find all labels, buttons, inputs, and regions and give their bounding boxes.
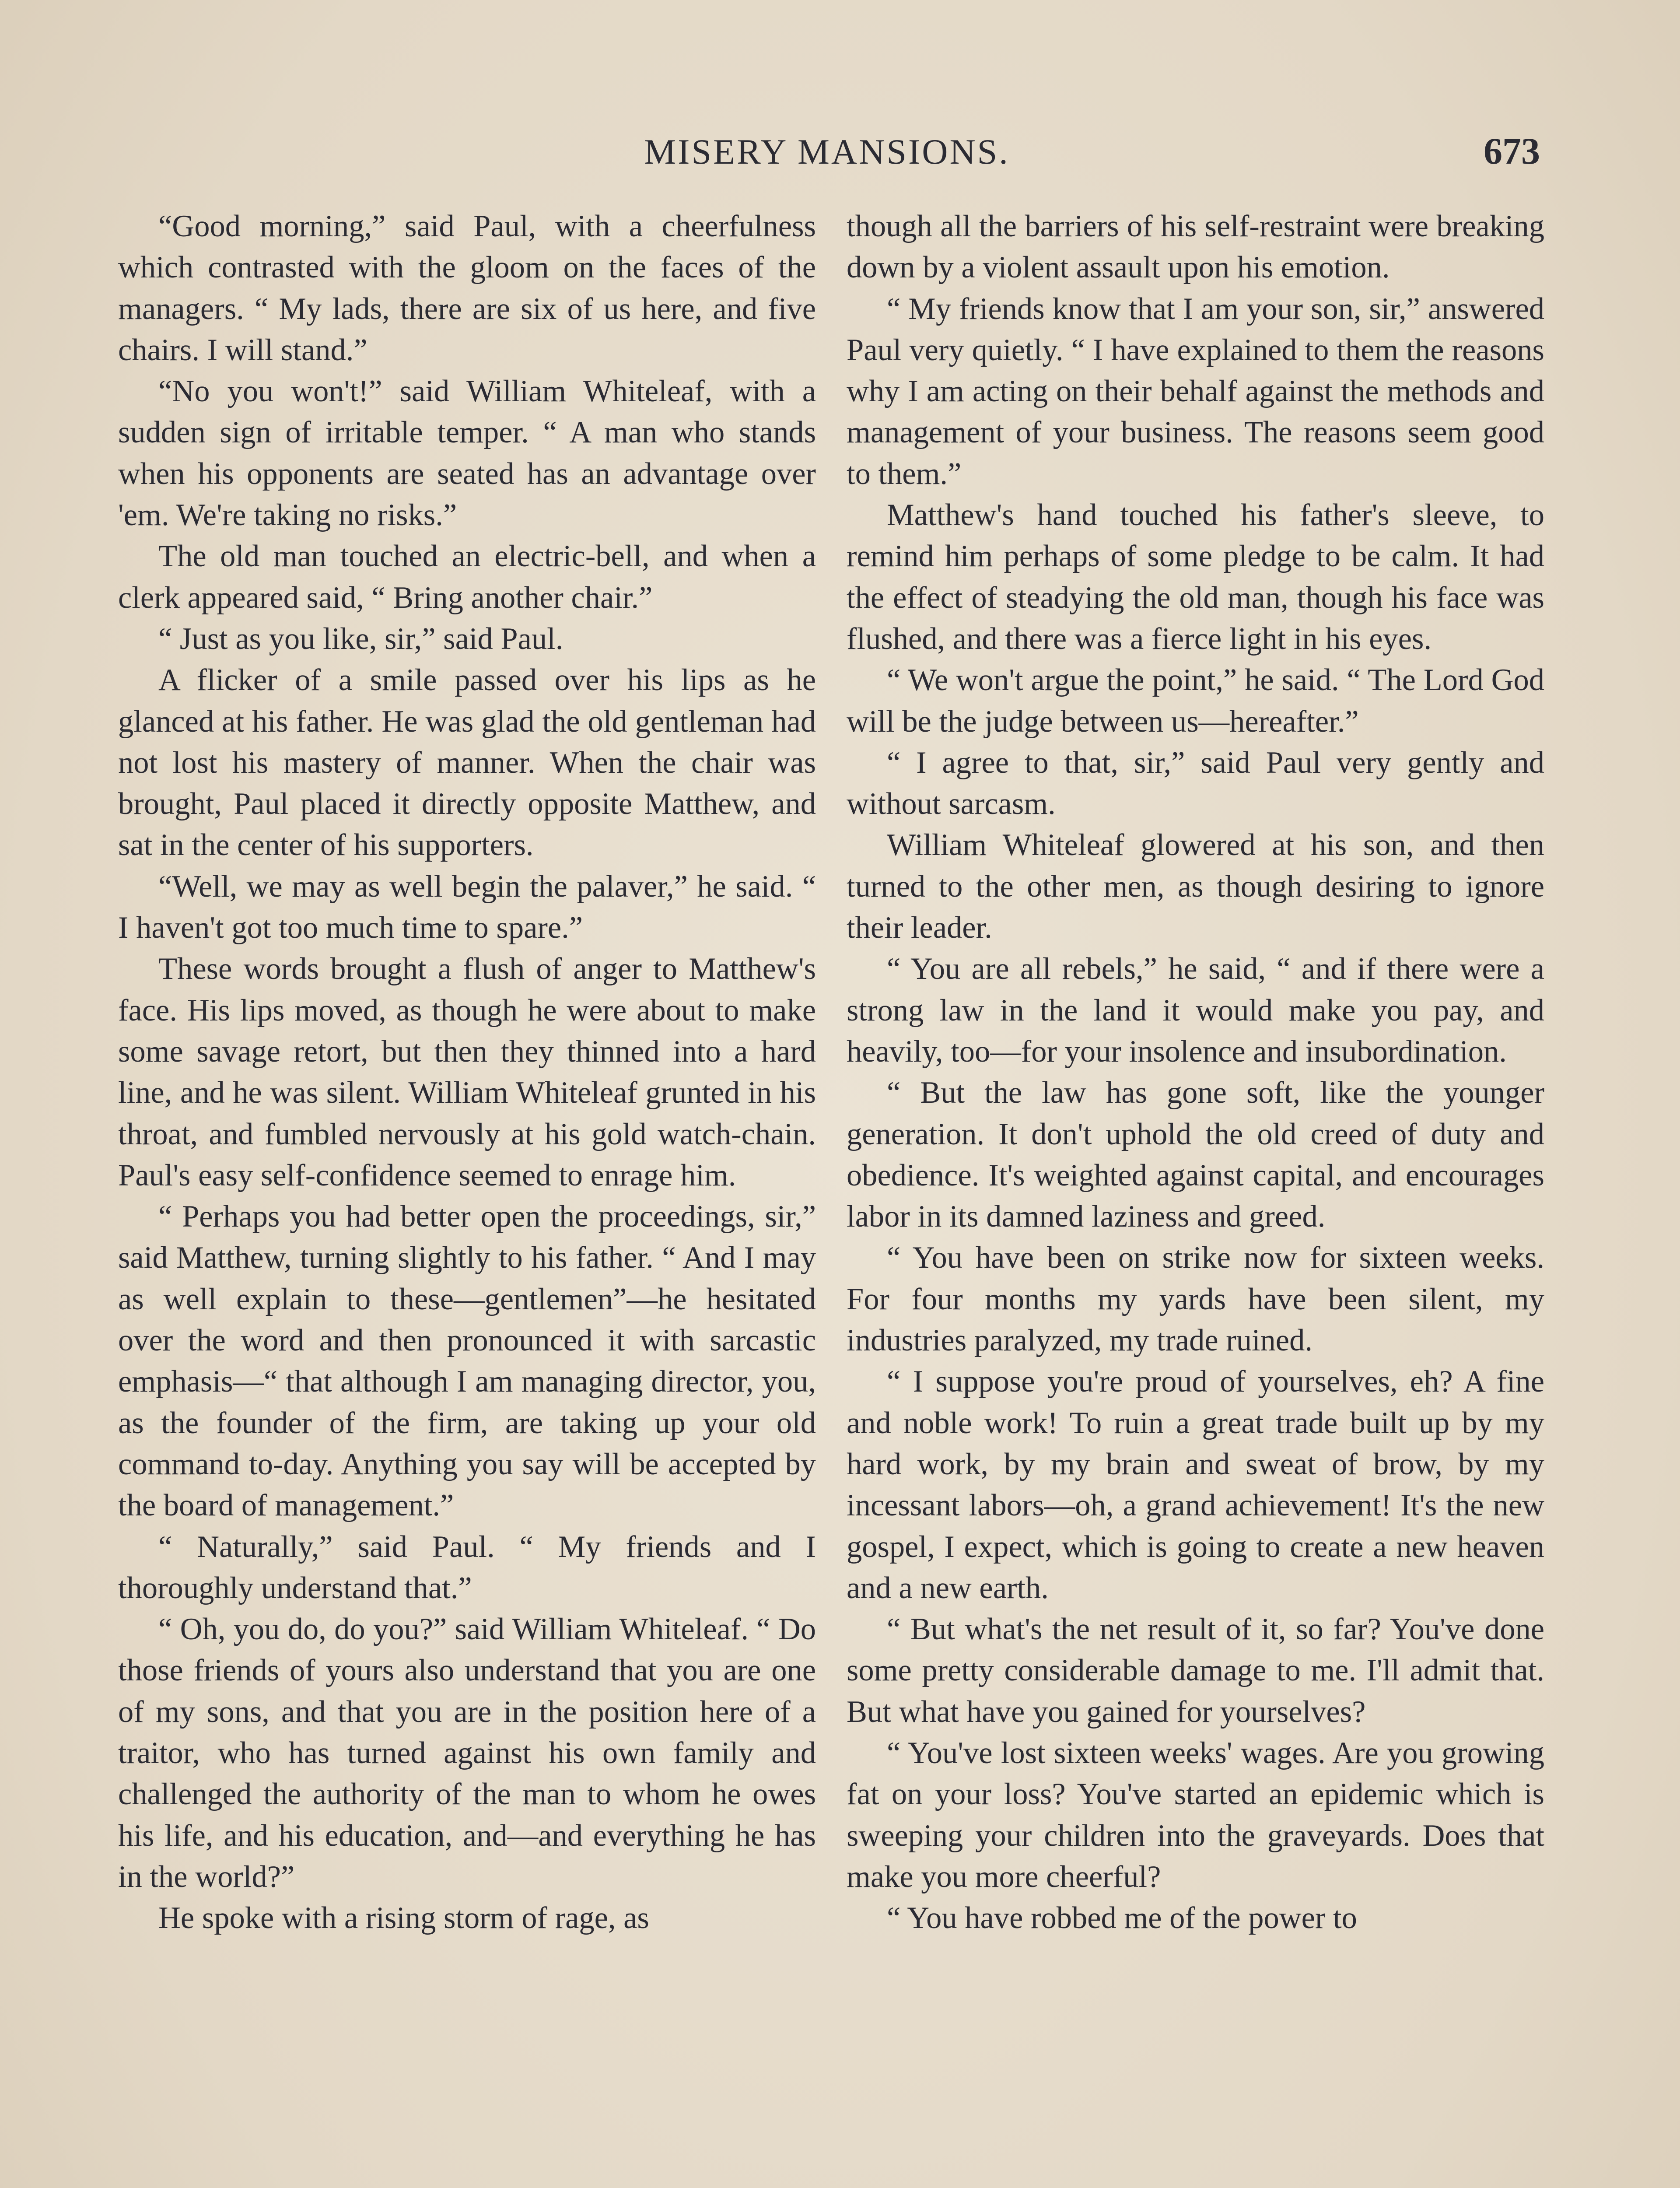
paragraph: “ You are all rebels,” he said, “ and if there were a strong law in the land it would make you pay, and heavily, too—for your insolence and insubordination. [847, 952, 1544, 1069]
paragraph: though all the barriers of his self-restraint were breaking down by a violent assault upon his emotion. [847, 209, 1544, 285]
left-text-column [118, 206, 816, 1939]
page-number: 673 [1484, 130, 1540, 172]
paragraph: “Good morning,” said Paul, with a cheerfulness which contrasted with the gloom on the faces of the managers. “ My lads, there are six of us here, and five chairs. I will stand.” [118, 209, 816, 367]
paragraph: “ You have robbed me of the power to [887, 1901, 1357, 1936]
paragraph: “No you won't!” said William Whiteleaf, with a sudden sign of irritable temper. “ A man who stands when his opponents are seated has an advantage over 'em. We're taking no risks.” [118, 374, 816, 533]
paragraph: “ Naturally,” said Paul. “ My friends and I thoroughly understand that.” [118, 1529, 816, 1605]
paragraph: “ You have been on strike now for sixteen weeks. For four months my yards have been silent, my industries paralyzed, my trade ruined. [847, 1241, 1544, 1358]
paragraph: The old man touched an electric-bell, and when a clerk appeared said, “ Bring another chair.” [118, 539, 816, 615]
paragraph: “ Perhaps you had better open the proceedings, sir,” said Matthew, turning slightly to his father. “ And I may as well explain to these—gentlemen”—he hesitated over the word and then pronounced it with sarcastic emphasis—“ that although I am managing director, you, as the founder of the firm, are taking up your old command to-day. Anything you say will be accepted by the board of management.” [118, 1199, 816, 1523]
paragraph: “ Just as you like, sir,” said Paul. [158, 621, 564, 656]
paragraph: “ But the law has gone soft, like the younger generation. It don't uphold the old creed of duty and obedience. It's weighted against capital, and encourages labor in its damned laziness and greed. [847, 1076, 1544, 1234]
paragraph: Matthew's hand touched his father's sleeve, to remind him perhaps of some pledge to be calm. It had the effect of steadying the old man, though his face was flushed, and there was a fierce light in his eyes. [847, 498, 1544, 656]
paragraph: He spoke with a rising storm of rage, as [158, 1901, 649, 1936]
paragraph: “ I agree to that, sir,” said Paul very gently and without sarcasm. [847, 745, 1544, 821]
paragraph: William Whiteleaf glowered at his son, and then turned to the other men, as though desiring to ignore their leader. [847, 828, 1544, 945]
paragraph: “ I suppose you're proud of yourselves, eh? A fine and noble work! To ruin a great trade built up by my hard work, by my brain and sweat of brow, by my incessant labors—oh, a grand achievement! It's the new gospel, I expect, which is going to create a new heaven and a new earth. [847, 1364, 1544, 1605]
page-header [114, 127, 1540, 179]
paragraph: A flicker of a smile passed over his lips as he glanced at his father. He was glad the old gentleman had not lost his mastery of manner. When the chair was brought, Paul placed it directly opposite Matthew, and sat in the center of his supporters. [118, 663, 816, 863]
paragraph: “ We won't argue the point,” he said. “ The Lord God will be the judge between us—hereafter.” [847, 663, 1544, 739]
paragraph: “ Oh, you do, do you?” said William Whiteleaf. “ Do those friends of yours also understand that you are one of my sons, and that you are in the position here of a traitor, who has turned against his own family and challenged the authority of the man to whom he owes his life, and his education, and—and everything he has in the world?” [118, 1612, 816, 1894]
paragraph: “ My friends know that I am your son, sir,” answered Paul very quietly. “ I have explained to them the reasons why I am acting on their behalf against the methods and management of your business. The reasons seem good to them.” [847, 291, 1544, 491]
right-text-column [847, 206, 1544, 1939]
paragraph: These words brought a flush of anger to Matthew's face. His lips moved, as though he were about to make some savage retort, but then they thinned into a hard line, and he was silent. William Whiteleaf grunted in his throat, and fumbled nervously at his gold watch-chain. Paul's easy self-confidence seemed to enrage him. [118, 952, 816, 1192]
paragraph: “ You've lost sixteen weeks' wages. Are you growing fat on your loss? You've started an epidemic which is sweeping your children into the graveyards. Does that make you more cheerful? [847, 1736, 1544, 1894]
running-title: MISERY MANSIONS. [644, 132, 1010, 172]
paragraph: “ But what's the net result of it, so far? You've done some pretty considerable damage to me. I'll admit that. But what have you gained for yourselves? [847, 1612, 1544, 1729]
paragraph: “Well, we may as well begin the palaver,” he said. “ I haven't got too much time to spare.” [118, 869, 816, 945]
